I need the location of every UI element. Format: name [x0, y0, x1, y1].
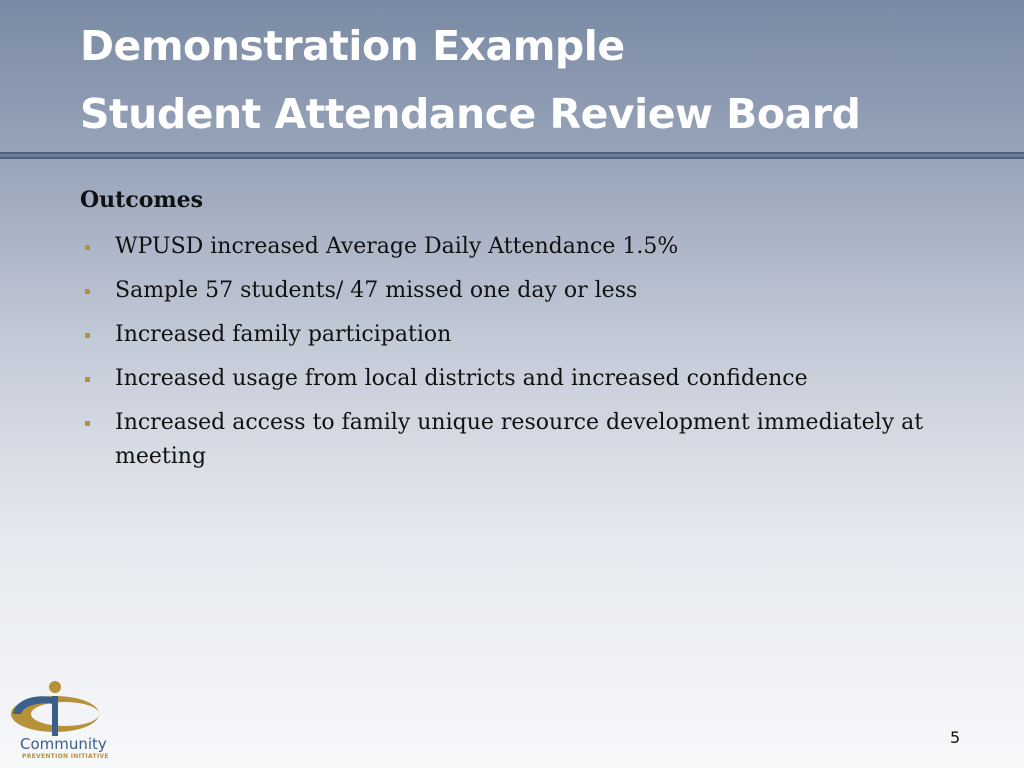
bullet-text: Increased usage from local districts and increased confidence	[115, 366, 808, 391]
bullet-item	[80, 274, 980, 308]
bullet-item	[80, 362, 980, 396]
square-bullet-icon	[85, 245, 90, 250]
page-number: 5	[950, 728, 961, 747]
logo-subtitle: PREVENTION INITIATIVE	[22, 753, 109, 760]
bullet-text: Sample 57 students/ 47 missed one day or less	[115, 278, 638, 303]
title-line-2: Student Attendance Review Board	[80, 90, 861, 138]
bullet-item	[80, 318, 980, 352]
section-heading: Outcomes	[80, 187, 204, 213]
bullet-text: Increased family participation	[115, 322, 452, 347]
bullet-list	[80, 230, 980, 474]
slide-title	[0, 0, 1024, 152]
square-bullet-icon	[85, 421, 90, 426]
square-bullet-icon	[85, 333, 90, 338]
square-bullet-icon	[85, 377, 90, 382]
title-divider	[0, 152, 1024, 159]
bullet-item	[80, 406, 980, 474]
bullet-item	[80, 230, 980, 264]
square-bullet-icon	[85, 289, 90, 294]
slide-body	[80, 184, 980, 484]
logo-name: Community	[20, 735, 107, 753]
bullet-text: Increased access to family unique resource development immediately at meeting	[115, 410, 924, 469]
title-line-1: Demonstration Example	[80, 22, 625, 70]
bullet-text: WPUSD increased Average Daily Attendance 1.5%	[115, 234, 679, 259]
